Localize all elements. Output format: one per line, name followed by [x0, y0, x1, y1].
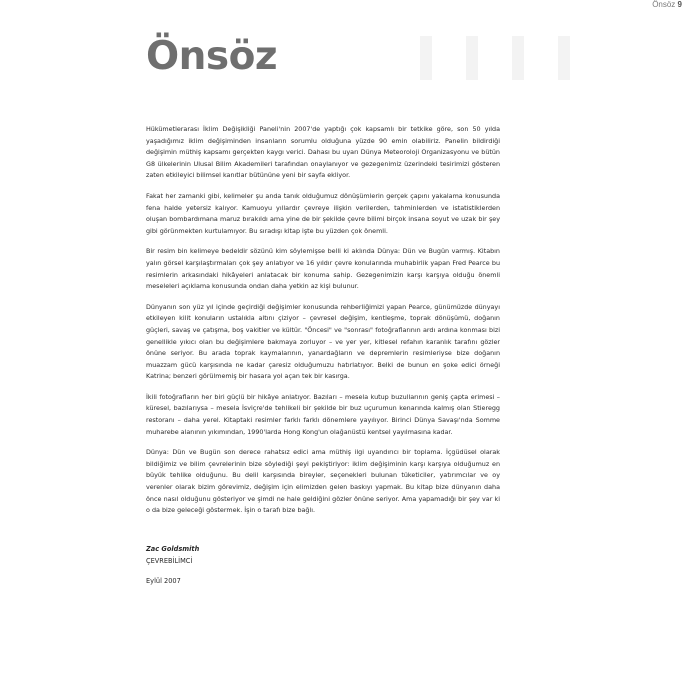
- section-name: Önsöz: [652, 0, 676, 9]
- signature-date: Eylül 2007: [146, 576, 181, 585]
- paragraph: Dünyanın son yüz yıl içinde geçirdiği değişimler konusunda rehberliğimizi yapan Pearce, günümüzde dünyayı etkileyen kilit konuların ustalıkla altını çiziyor – çevresel değişim, kentleşme, toprak dönüşümü, doğanın güçleri, savaş ve çatışma, boş vakitler ve kültür. "Öncesi" ve "sonrası" fotoğraflarının ardı ardına konması bizi genellikle yıkıcı olan bu değişimlere bakmaya zorluyor – ve yer yer, kitlesel refahın karanlık tarafını gözler önüne seriyor. Bu arada toprak kaymalarının, yanardağların ve depremlerin resimleriyse bize doğanın muazzam gücü karşısında ne kadar çaresiz olduğumuzu hatırlatıyor. Belki de bunun en şoke edici örneği Katrina; benzeri görülmemiş bir hasara yol açan tek bir kasırga.: [146, 302, 500, 381]
- paragraph: İkili fotoğrafların her biri güçlü bir hikâye anlatıyor. Bazıları – mesela kutup buzullarının geniş çapta erimesi – küresel, bazılarıysa – mesela İsviçre'de tehlikeli bir şekilde bir buz uçurumun kenarında kalmış olan Stieregg restoranı – daha yerel. Kitaptaki resimler farklı farklı dönemlere yayılıyor. Birinci Dünya Savaşı'nda Somme muharebe alanının yıkımından, 1990'larda Hong Kong'un olağanüstü kentsel yayılmasına kadar.: [146, 392, 500, 436]
- page-number: 9: [677, 0, 682, 9]
- author-role: ÇEVREBİLİMCİ: [146, 556, 193, 565]
- paragraph: Fakat her zamanki gibi, kelimeler şu anda tanık olduğumuz dönüşümlerin gerçek çapını yakalama konusunda fena halde yetersiz kalıyor. Kamuoyu yıllardır çevreye ilişkin verilerden, tahminlerden ve istatistiklerden oluşan bombardımana maruz bırakıldı ama yine de bir şekilde çevre bilimi birçok insana soyut ve uzak bir şey gibi görünmekten kurtulamıyor. Bu sıradışı kitap işte bu yüzden çok önemli.: [146, 191, 500, 235]
- author-name: Zac Goldsmith: [146, 544, 200, 553]
- background-decoration: [420, 36, 604, 84]
- running-header: [652, 0, 682, 9]
- paragraph: Bir resim bin kelimeye bedeldir sözünü kim söylemişse belli ki aklında Dünya: Dün ve Bugün varmış. Kitabın yalın görsel karşılaştırmaları çok şey anlatıyor ve 16 yıldır çevre konularında muhabirlik yapan Fred Pearce bu resimlerin arkasındaki hikâyeleri anlatacak bir konuma sahip. Gezegenimizin karşı karşıya olduğu önemli meseleleri açıklama konusunda ondan daha yetkin az kişi bulunur.: [146, 247, 500, 291]
- paragraph: Dünya: Dün ve Bugün son derece rahatsız edici ama müthiş ilgi uyandırıcı bir toplama. İçgüdüsel olarak bildiğimiz ve bilim çevrelerinin bize söylediği şeyi pekiştiriyor: iklim değişiminin karşı karşıya olduğumuz en büyük tehlike olduğunu. Bu delil karşısında bireyler, seçenekleri bulunan tüketiciler, yatırımcılar ve oy verenler olarak bizim görevimiz, değişim için elimizden gelen baskıyı yapmak. Bu kitap bize dünyanın daha önce nasıl olduğunu gösteriyor ve şimdi ne hale geldiğini gözler önüne seriyor. Ama yapamadığı bir şey var ki o da bize geleceği göstermek. İşin o tarafı bize bağlı.: [146, 448, 500, 515]
- signature-block: [146, 543, 500, 587]
- page-title: Önsöz: [146, 34, 278, 79]
- paragraph: Hükümetlerarası İklim Değişikliği Paneli'nin 2007'de yaptığı çok kapsamlı bir tetkike göre, son 50 yılda yaşadığımız iklim değişiminden insanların sorumlu olduğuna yüzde 90 emin olabiliriz. Panelin bildirdiği değişimin müthiş kapsamı gerçekten kaygı verici. Dahası bu uyarı Dünya Meteoroloji Organizasyonu ve bütün G8 ülkelerinin Ulusal Bilim Akademileri tarafından onaylanıyor ve gezegenimiz üzerindeki tesirimizi gösteren zaten etkileyici bilimsel kanıtlar bütününe yeni bir sayfa ekliyor.: [146, 125, 500, 180]
- body-text: [146, 124, 500, 587]
